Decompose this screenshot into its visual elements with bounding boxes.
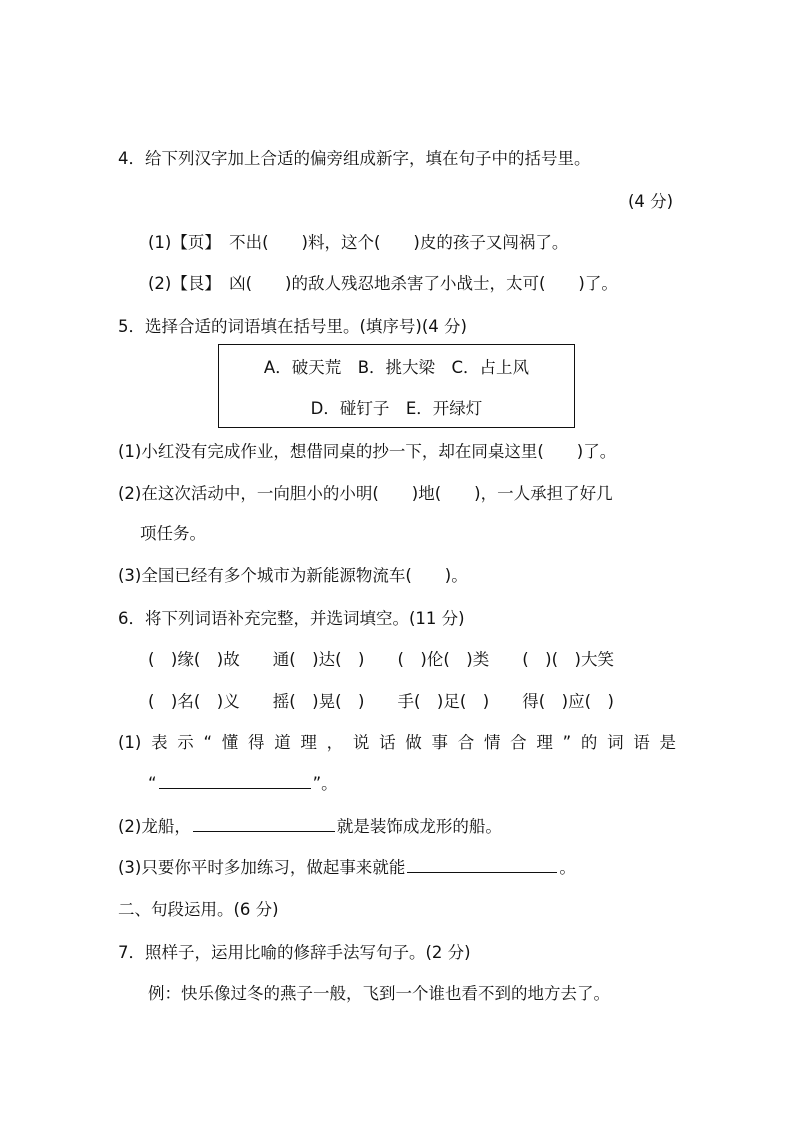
q4-title: 4．给下列汉字加上合适的偏旁组成新字，填在句子中的括号里。 [118,149,591,168]
q6-words-row1: ( )缘( )故 通( )达( ) ( )伦( )类 ( )( )大笑 [148,650,614,669]
answer-blank-1[interactable] [159,772,311,789]
q6-item3 [118,856,576,880]
q6-item2-post: 就是装饰成龙形的船。 [336,817,502,836]
q6-item1-line2 [148,772,338,796]
q5-item3: (3)全国已经有多个城市为新能源物流车( )。 [118,566,468,585]
q5-item2-line2: 项任务。 [140,524,206,543]
q4-item2: (2)【艮】 凶( )的敌人残忍地杀害了小战士，太可( )了。 [148,274,618,293]
q5-options-box [218,344,575,428]
q6-item3-pre: (3)只要你平时多加练习，做起事来就能 [118,858,406,877]
q5-item1: (1)小红没有完成作业，想借同桌的抄一下，却在同桌这里( )了。 [118,442,617,461]
q5-options-row2: D．碰钉子 E．开绿灯 [310,399,483,418]
q5-item2-line1: (2)在这次活动中，一向胆小的小明( )地( )，一人承担了好几 [118,484,613,503]
close-quote: ”。 [312,774,338,793]
q7-title: 7．照样子，运用比喻的修辞手法写句子。(2 分) [118,943,471,962]
q6-item1-line1: (1)表示“懂得道理，说话做事合情合理”的词语是 [118,733,676,752]
answer-blank-2[interactable] [193,815,335,832]
q6-item2-pre: (2)龙船， [118,817,191,836]
q6-item3-post: 。 [559,858,576,877]
open-quote: “ [148,774,157,793]
q4-score: (4 分) [628,192,674,211]
q6-item2 [118,815,502,839]
q6-words-row2: ( )名( )义 摇( )晃( ) 手( )足( ) 得( )应( ) [148,692,614,711]
q6-title: 6．将下列词语补充完整，并选词填空。(11 分) [118,609,465,628]
q4-item1: (1)【页】 不出( )料，这个( )皮的孩子又闯祸了。 [148,233,569,252]
q5-title: 5．选择合适的词语填在括号里。(填序号)(4 分) [118,317,467,336]
q5-options-row1: A．破天荒 B．挑大梁 C．占上风 [263,358,530,377]
q7-example: 例：快乐像过冬的燕子一般，飞到一个谁也看不到的地方去了。 [148,984,610,1003]
answer-blank-3[interactable] [407,856,557,873]
section2-title: 二、句段运用。(6 分) [118,900,279,919]
